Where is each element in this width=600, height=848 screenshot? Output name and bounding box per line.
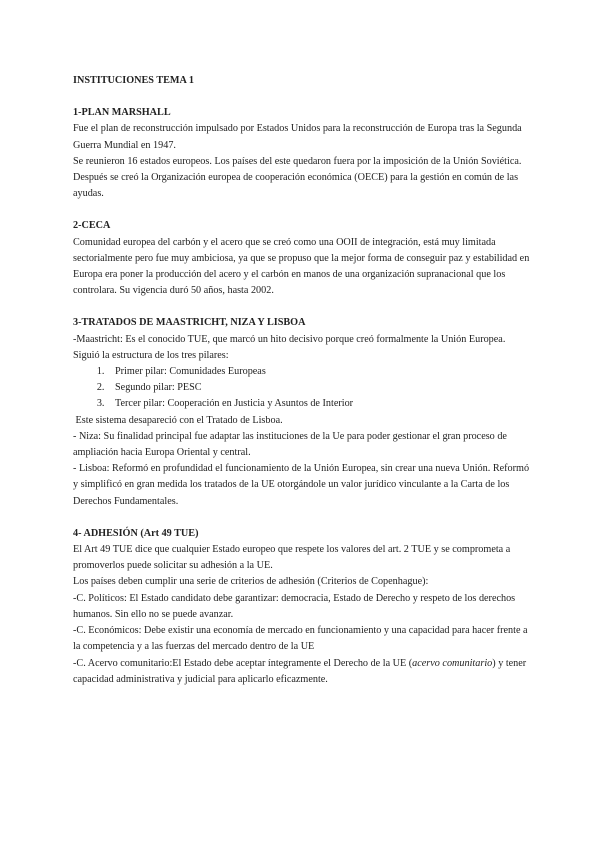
paragraph: -C. Económicos: Debe existir una economía de mercado en funcionamiento y una capacidad para hacer frente a la competencia y a las fuerzas del mercado dentro de la UE (73, 625, 528, 653)
list-item: 2. Segundo pilar: PESC (107, 380, 533, 396)
paragraph: Este sistema desapareció con el Tratado de Lisboa. (73, 414, 283, 426)
paragraph: Se reunieron 16 estados europeos. Los países del este quedaron fuera por la imposición de la Unión Soviética. (73, 155, 522, 167)
section-adhesion (73, 526, 533, 688)
paragraph-lisboa: - Lisboa: Reformó en profundidad el funcionamiento de la Unión Europea, sin crear una nueva Unión. Reformó y simplificó en gran medida los tratados de la UE otorgándole un valor jurídico vinculante a la Carta de los Derechos Fundamentales. (73, 463, 530, 507)
paragraph-niza: - Niza: Su finalidad principal fue adaptar las instituciones de la Ue para poder gestionar el gran proceso de ampliación hacia Europa Oriental y central. (73, 430, 507, 459)
paragraph-maastricht: -Maastricht: Es el conocido TUE, que marcó un hito decisivo porque creó formalmente la Unión Europea. Siguió la estructura de los tres pilares: (73, 333, 506, 361)
paragraph: Los países deben cumplir una serie de criterios de adhesión (Criterios de Copenhague): (73, 576, 429, 588)
section-heading: 3-TRATADOS DE MAASTRICHT, NIZA Y LISBOA (73, 317, 306, 329)
section-plan-marshall (73, 105, 533, 202)
section-heading: 2-CECA (73, 220, 111, 232)
paragraph: -C. Políticos: El Estado candidato debe garantizar: democracia, Estado de Derecho y respeto de los derechos humanos. Sin ello no se puede avanzar. (73, 592, 516, 620)
acervo-italic: acervo comunitario (412, 657, 493, 669)
acervo-text-after: ) y tener capacidad administrativa y judicial para aplicarlo eficazmente. (73, 657, 527, 685)
pillars-list (73, 364, 533, 413)
paragraph: Fue el plan de reconstrucción impulsado por Estados Unidos para la reconstrucción de Europa tras la Segunda Guerra Mundial en 1947. (73, 123, 522, 151)
acervo-text-before: -C. Acervo comunitario:El Estado debe aceptar íntegramente el Derecho de la UE ( (73, 657, 413, 669)
document-content (73, 73, 533, 704)
document-title: INSTITUCIONES TEMA 1 (73, 75, 194, 86)
paragraph: Después se creó la Organización europea de cooperación económica (OECE) para la gestión en común de las ayudas. (73, 172, 519, 200)
list-item: 3. Tercer pilar: Cooperación en Justicia y Asuntos de Interior (107, 396, 533, 412)
list-item: 1. Primer pilar: Comunidades Europeas (107, 364, 533, 380)
section-heading: 4- ADHESIÓN (Art 49 TUE) (73, 527, 199, 539)
paragraph: El Art 49 TUE dice que cualquier Estado europeo que respete los valores del art. 2 TUE y se comprometa a promoverlos puede solicitar su adhesión a la UE. (73, 544, 511, 572)
paragraph: Comunidad europea del carbón y el acero que se creó como una OOII de integración, está muy limitada sectorialmente pero fue muy ambiciosa, ya que se propuso que la mejor forma de conseguir paz y estabilidad en Europa era poner la producción del acero y el carbón en manos de una organización supranacional que los controlara. Su vigencia duró 50 años, hasta 2002. (73, 236, 530, 297)
section-heading: 1-PLAN MARSHALL (73, 107, 171, 119)
section-ceca (73, 218, 533, 299)
section-tratados (73, 315, 533, 509)
paragraph-acervo (73, 656, 533, 688)
